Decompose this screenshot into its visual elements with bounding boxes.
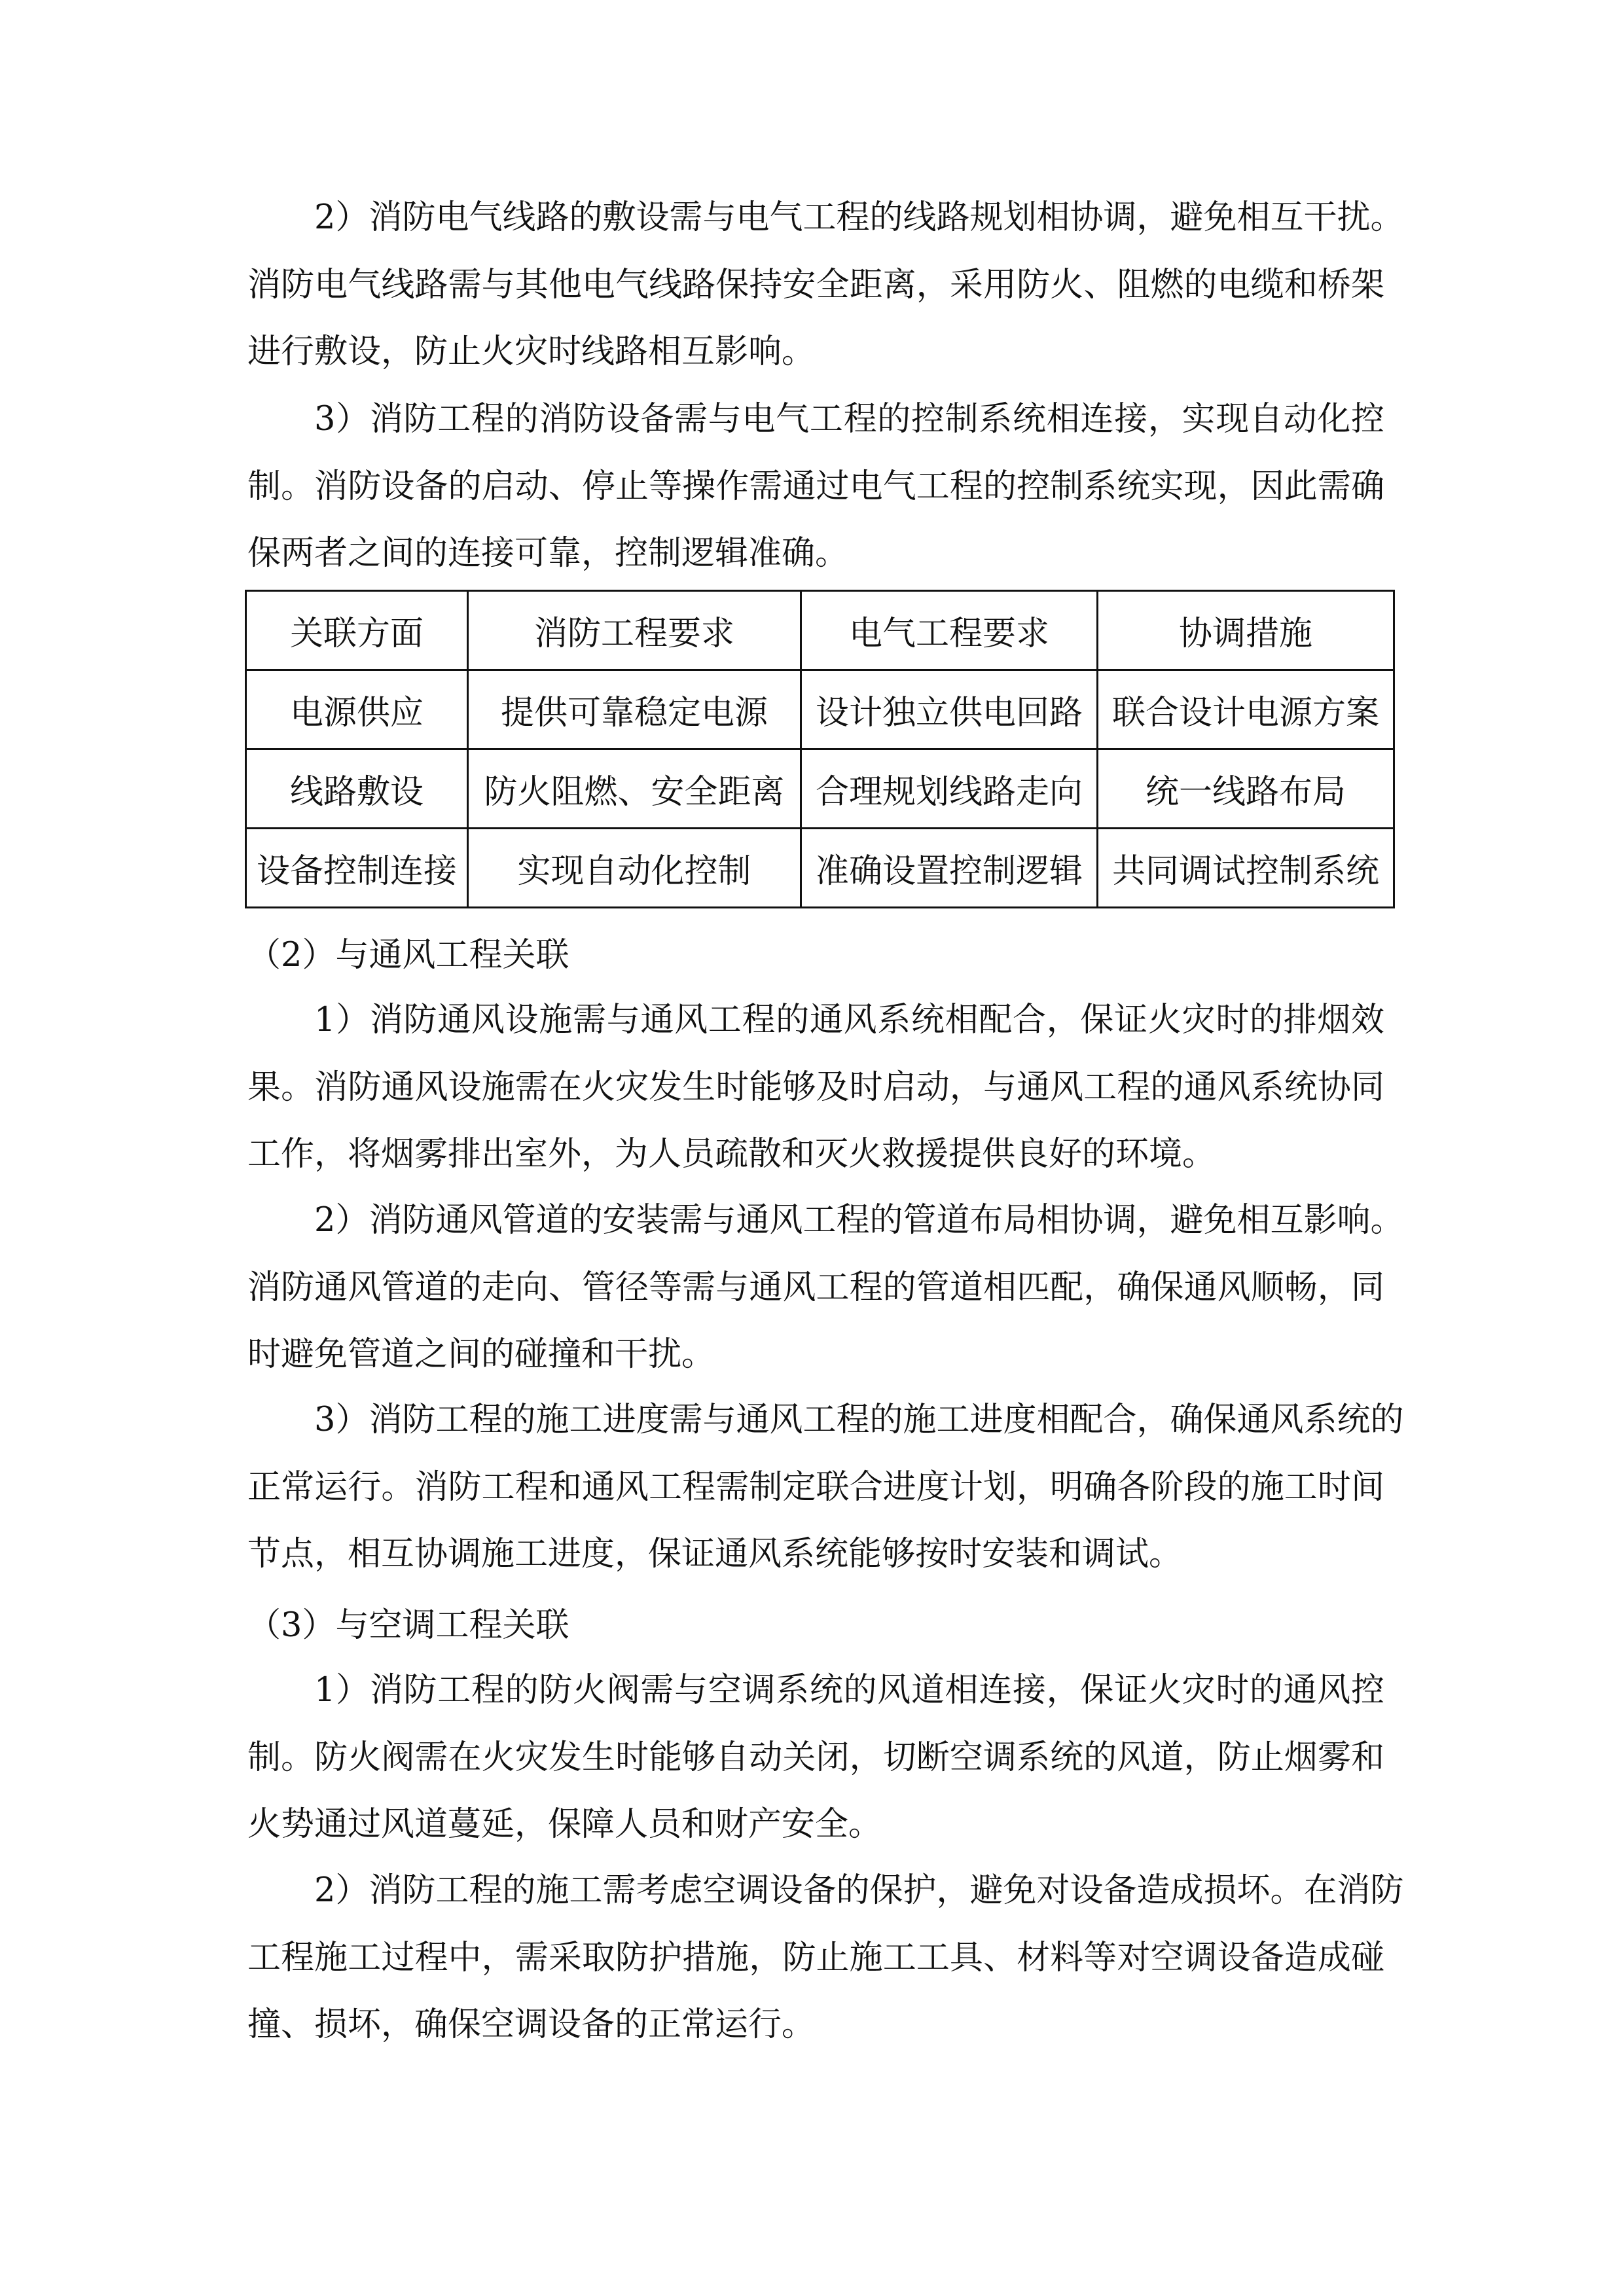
table-cell: 合理规划线路走向 xyxy=(801,749,1098,829)
text-line: 撞、损坏，确保空调设备的正常运行。 xyxy=(247,2005,816,2044)
text-line: 工程施工过程中，需采取防护措施，防止施工工具、材料等对空调设备造成碰 xyxy=(247,1938,1384,1977)
text-line: 1）消防工程的防火阀需与空调系统的风道相连接，保证火灾时的通风控 xyxy=(314,1671,1384,1710)
relation-table xyxy=(245,590,1395,908)
text-line: 时避免管道之间的碰撞和干扰。 xyxy=(247,1335,715,1374)
table-cell: 准确设置控制逻辑 xyxy=(801,829,1098,908)
paragraph xyxy=(247,987,1384,1189)
table-cell: 设备控制连接 xyxy=(246,829,468,908)
section-heading: （2）与通风工程关联 xyxy=(247,936,569,975)
text-line: 工作，将烟雾排出室外，为人员疏散和灭火救援提供良好的环境。 xyxy=(247,1135,1216,1174)
text-line: 消防电气线路需与其他电气线路保持安全距离，采用防火、阻燃的电缆和桥架 xyxy=(247,265,1384,304)
table-cell: 统一线路布局 xyxy=(1098,749,1394,829)
table-cell: 防火阻燃、安全距离 xyxy=(468,749,801,829)
paragraph xyxy=(247,386,1384,588)
text-line: 1）消防通风设施需与通风工程的通风系统相配合，保证火灾时的排烟效 xyxy=(314,1001,1384,1039)
text-line: 2）消防工程的施工需考虑空调设备的保护，避免对设备造成损坏。在消防 xyxy=(314,1871,1404,1910)
table-row xyxy=(246,670,1394,749)
table-cell: 共同调试控制系统 xyxy=(1098,829,1394,908)
table-cell: 实现自动化控制 xyxy=(468,829,801,908)
text-line: 正常运行。消防工程和通风工程需制定联合进度计划，明确各阶段的施工时间 xyxy=(247,1467,1384,1507)
text-line: 3）消防工程的消防设备需与电气工程的控制系统相连接，实现自动化控 xyxy=(314,400,1384,439)
table-cell: 联合设计电源方案 xyxy=(1098,670,1394,749)
text-line: 消防通风管道的走向、管径等需与通风工程的管道相匹配，确保通风顺畅，同 xyxy=(247,1268,1384,1307)
text-line: 节点，相互协调施工进度，保证通风系统能够按时安装和调试。 xyxy=(247,1535,1183,1573)
text-line: 保两者之间的连接可靠，控制逻辑准确。 xyxy=(247,534,849,573)
table-row xyxy=(246,829,1394,908)
table-row xyxy=(246,749,1394,829)
table-cell: 设计独立供电回路 xyxy=(801,670,1098,749)
section-heading: （3）与空调工程关联 xyxy=(247,1606,569,1645)
text-line: 3）消防工程的施工进度需与通风工程的施工进度相配合，确保通风系统的 xyxy=(314,1401,1404,1439)
text-line: 火势通过风道蔓延，保障人员和财产安全。 xyxy=(247,1805,882,1844)
table-header: 协调措施 xyxy=(1098,591,1394,670)
paragraph xyxy=(247,1187,1404,1389)
table-header-row xyxy=(246,591,1394,670)
table-header: 电气工程要求 xyxy=(801,591,1098,670)
text-line: 进行敷设，防止火灾时线路相互影响。 xyxy=(247,332,816,371)
text-line: 果。消防通风设施需在火灾发生时能够及时启动，与通风工程的通风系统协同 xyxy=(247,1067,1384,1107)
table-cell: 线路敷设 xyxy=(246,749,468,829)
paragraph xyxy=(247,1857,1404,2059)
text-line: 2）消防电气线路的敷设需与电气工程的线路规划相协调，避免相互干扰。 xyxy=(314,198,1404,237)
text-line: 2）消防通风管道的安装需与通风工程的管道布局相协调，避免相互影响。 xyxy=(314,1201,1404,1240)
text-line: 制。防火阀需在火灾发生时能够自动关闭，切断空调系统的风道，防止烟雾和 xyxy=(247,1738,1384,1777)
table-cell: 电源供应 xyxy=(246,670,468,749)
table-header: 关联方面 xyxy=(246,591,468,670)
text-line: 制。消防设备的启动、停止等操作需通过电气工程的控制系统实现，因此需确 xyxy=(247,467,1384,506)
paragraph xyxy=(247,1387,1404,1588)
paragraph xyxy=(247,185,1404,386)
table-header: 消防工程要求 xyxy=(468,591,801,670)
paragraph xyxy=(247,1657,1384,1859)
table-cell: 提供可靠稳定电源 xyxy=(468,670,801,749)
